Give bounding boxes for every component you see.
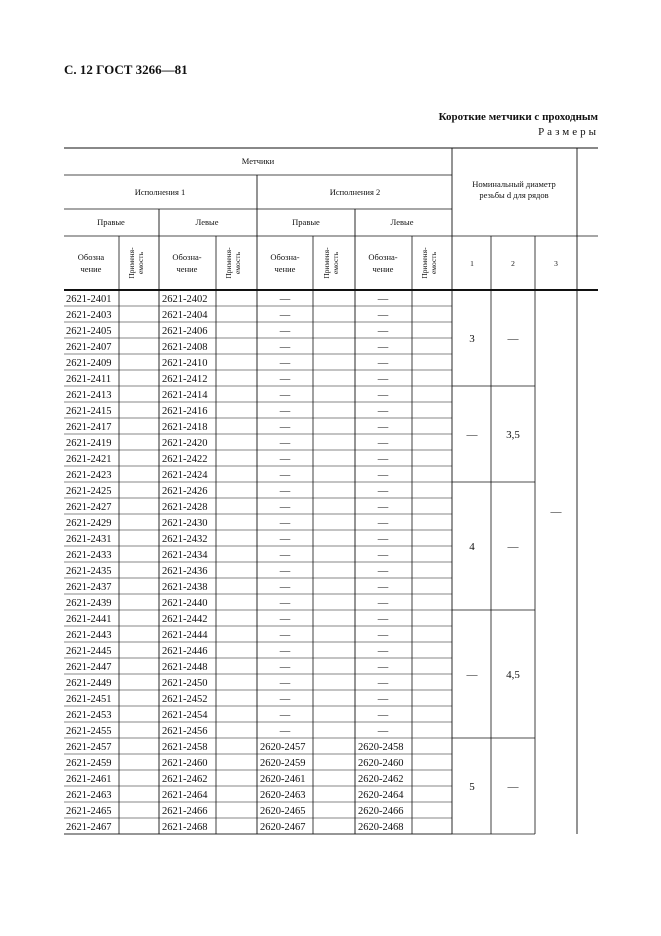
oboznachenie-cell: 2621-2423 <box>66 470 112 481</box>
oboznachenie-cell: 2620-2462 <box>358 774 404 785</box>
oboznachenie-cell: 2621-2412 <box>162 374 208 385</box>
header-primenyaemost: емость <box>331 251 340 275</box>
oboznachenie-cell: 2620-2458 <box>358 742 404 753</box>
header-primenyaemost: емость <box>136 251 145 275</box>
oboznachenie-cell: 2621-2416 <box>162 406 208 417</box>
oboznachenie-cell: 2621-2465 <box>66 806 112 817</box>
oboznachenie-cell: 2621-2414 <box>162 390 208 401</box>
dash-cell: — <box>279 646 291 657</box>
header-ispolnenie-1: Исполнения 1 <box>134 187 186 197</box>
oboznachenie-cell: 2621-2420 <box>162 438 208 449</box>
header-primenyaemost: емость <box>233 251 242 275</box>
oboznachenie-cell: 2621-2445 <box>66 646 112 657</box>
dash-cell: — <box>377 694 389 705</box>
oboznachenie-cell: 2621-2458 <box>162 742 208 753</box>
dash-cell: — <box>377 390 389 401</box>
oboznachenie-cell: 2620-2463 <box>260 790 306 801</box>
dash-cell: — <box>377 406 389 417</box>
dash-cell: — <box>377 486 389 497</box>
dash-cell: — <box>279 310 291 321</box>
oboznachenie-cell: 2621-2409 <box>66 358 112 369</box>
header-oboznachenie: Обозна- <box>270 252 300 262</box>
oboznachenie-cell: 2621-2444 <box>162 630 208 641</box>
oboznachenie-cell: 2621-2461 <box>66 774 112 785</box>
dash-cell: — <box>377 662 389 673</box>
oboznachenie-cell: 2621-2419 <box>66 438 112 449</box>
oboznachenie-cell: 2621-2450 <box>162 678 208 689</box>
oboznachenie-cell: 2621-2451 <box>66 694 112 705</box>
header-levye: Левые <box>390 217 414 227</box>
dash-cell: — <box>279 710 291 721</box>
oboznachenie-cell: 2621-2408 <box>162 342 208 353</box>
diameter-row-2: — <box>507 333 519 345</box>
dash-cell: — <box>377 646 389 657</box>
header-primenyaemost: емость <box>429 251 438 275</box>
dash-cell: — <box>279 358 291 369</box>
header-oboznachenie: Обозна- <box>172 252 202 262</box>
dash-cell: — <box>279 598 291 609</box>
dash-cell: — <box>377 326 389 337</box>
dash-cell: — <box>279 342 291 353</box>
dash-cell: — <box>279 630 291 641</box>
oboznachenie-cell: 2621-2429 <box>66 518 112 529</box>
oboznachenie-cell: 2620-2467 <box>260 822 306 833</box>
dash-cell: — <box>377 550 389 561</box>
dash-cell: — <box>279 678 291 689</box>
dash-cell: — <box>279 726 291 737</box>
oboznachenie-cell: 2621-2417 <box>66 422 112 433</box>
oboznachenie-cell: 2620-2461 <box>260 774 306 785</box>
dash-cell: — <box>377 726 389 737</box>
header-ispolnenie-2: Исполнения 2 <box>329 187 381 197</box>
oboznachenie-cell: 2621-2440 <box>162 598 208 609</box>
header-primenyaemost: Применя- <box>127 247 136 279</box>
header-oboznachenie: Обозна- <box>368 252 398 262</box>
oboznachenie-cell: 2621-2428 <box>162 502 208 513</box>
oboznachenie-cell: 2621-2449 <box>66 678 112 689</box>
oboznachenie-cell: 2621-2415 <box>66 406 112 417</box>
oboznachenie-cell: 2621-2463 <box>66 790 112 801</box>
oboznachenie-cell: 2621-2425 <box>66 486 112 497</box>
header-oboznachenie: Обозна <box>77 252 105 262</box>
header-row-1: 1 <box>470 259 474 268</box>
dash-cell: — <box>279 534 291 545</box>
oboznachenie-cell: 2620-2468 <box>358 822 404 833</box>
dash-cell: — <box>377 294 389 305</box>
oboznachenie-cell: 2621-2448 <box>162 662 208 673</box>
oboznachenie-cell: 2620-2460 <box>358 758 404 769</box>
dash-cell: — <box>279 518 291 529</box>
oboznachenie-cell: 2621-2443 <box>66 630 112 641</box>
dash-cell: — <box>279 294 291 305</box>
oboznachenie-cell: 2621-2404 <box>162 310 208 321</box>
dash-cell: — <box>279 406 291 417</box>
oboznachenie-cell: 2621-2453 <box>66 710 112 721</box>
oboznachenie-cell: 2621-2460 <box>162 758 208 769</box>
dash-cell: — <box>377 518 389 529</box>
header-pravye: Правые <box>97 217 125 227</box>
header-row-3: 3 <box>554 259 558 268</box>
diameter-row-1: — <box>466 429 478 441</box>
dash-cell: — <box>377 598 389 609</box>
oboznachenie-cell: 2621-2413 <box>66 390 112 401</box>
dash-cell: — <box>377 358 389 369</box>
dash-cell: — <box>377 502 389 513</box>
dash-cell: — <box>377 534 389 545</box>
oboznachenie-cell: 2621-2454 <box>162 710 208 721</box>
dash-cell: — <box>377 438 389 449</box>
dash-cell: — <box>279 438 291 449</box>
oboznachenie-cell: 2621-2424 <box>162 470 208 481</box>
dash-cell: — <box>377 374 389 385</box>
table-subtitle: Размеры <box>538 126 599 138</box>
diameter-row-2: 3,5 <box>506 429 520 441</box>
dash-cell: — <box>279 486 291 497</box>
oboznachenie-cell: 2621-2431 <box>66 534 112 545</box>
oboznachenie-cell: 2621-2421 <box>66 454 112 465</box>
oboznachenie-cell: 2620-2465 <box>260 806 306 817</box>
oboznachenie-cell: 2621-2437 <box>66 582 112 593</box>
oboznachenie-cell: 2620-2466 <box>358 806 404 817</box>
oboznachenie-cell: 2621-2435 <box>66 566 112 577</box>
table-title: Короткие метчики с проходным <box>438 111 598 123</box>
header-levye: Левые <box>195 217 219 227</box>
oboznachenie-cell: 2621-2407 <box>66 342 112 353</box>
oboznachenie-cell: 2621-2426 <box>162 486 208 497</box>
oboznachenie-cell: 2621-2439 <box>66 598 112 609</box>
diameter-row-3: — <box>550 506 562 518</box>
oboznachenie-cell: 2621-2441 <box>66 614 112 625</box>
header-nominal: Номинальный диаметр <box>472 179 556 189</box>
oboznachenie-cell: 2621-2401 <box>66 294 112 305</box>
header-oboznachenie: чение <box>274 264 296 274</box>
header-oboznachenie: чение <box>80 264 102 274</box>
diameter-row-1: 4 <box>469 541 475 553</box>
diameter-row-2: 4,5 <box>506 669 520 681</box>
oboznachenie-cell: 2621-2418 <box>162 422 208 433</box>
oboznachenie-cell: 2620-2457 <box>260 742 306 753</box>
header-oboznachenie: чение <box>176 264 198 274</box>
oboznachenie-cell: 2621-2466 <box>162 806 208 817</box>
oboznachenie-cell: 2621-2406 <box>162 326 208 337</box>
header-primenyaemost: Применя- <box>322 247 331 279</box>
dash-cell: — <box>279 326 291 337</box>
oboznachenie-cell: 2621-2462 <box>162 774 208 785</box>
dash-cell: — <box>377 582 389 593</box>
dash-cell: — <box>377 614 389 625</box>
oboznachenie-cell: 2621-2468 <box>162 822 208 833</box>
oboznachenie-cell: 2621-2442 <box>162 614 208 625</box>
oboznachenie-cell: 2621-2455 <box>66 726 112 737</box>
oboznachenie-cell: 2621-2422 <box>162 454 208 465</box>
oboznachenie-cell: 2621-2403 <box>66 310 112 321</box>
oboznachenie-cell: 2621-2464 <box>162 790 208 801</box>
oboznachenie-cell: 2620-2464 <box>358 790 404 801</box>
oboznachenie-cell: 2621-2459 <box>66 758 112 769</box>
dash-cell: — <box>279 390 291 401</box>
dash-cell: — <box>377 454 389 465</box>
page-header: С. 12 ГОСТ 3266—81 <box>64 62 188 77</box>
dash-cell: — <box>279 374 291 385</box>
header-metchiki: Метчики <box>241 156 275 166</box>
oboznachenie-cell: 2621-2436 <box>162 566 208 577</box>
dash-cell: — <box>377 630 389 641</box>
oboznachenie-cell: 2621-2433 <box>66 550 112 561</box>
diameter-row-2: — <box>507 781 519 793</box>
oboznachenie-cell: 2621-2457 <box>66 742 112 753</box>
oboznachenie-cell: 2621-2456 <box>162 726 208 737</box>
header-pravye: Правые <box>292 217 320 227</box>
oboznachenie-cell: 2621-2467 <box>66 822 112 833</box>
dash-cell: — <box>279 662 291 673</box>
oboznachenie-cell: 2621-2432 <box>162 534 208 545</box>
header-oboznachenie: чение <box>372 264 394 274</box>
oboznachenie-cell: 2621-2402 <box>162 294 208 305</box>
dash-cell: — <box>377 566 389 577</box>
oboznachenie-cell: 2621-2434 <box>162 550 208 561</box>
diameter-row-2: — <box>507 541 519 553</box>
dash-cell: — <box>279 422 291 433</box>
oboznachenie-cell: 2621-2430 <box>162 518 208 529</box>
header-primenyaemost: Применя- <box>420 247 429 279</box>
oboznachenie-cell: 2621-2446 <box>162 646 208 657</box>
dash-cell: — <box>279 550 291 561</box>
dash-cell: — <box>377 310 389 321</box>
dash-cell: — <box>279 694 291 705</box>
dash-cell: — <box>279 454 291 465</box>
oboznachenie-cell: 2620-2459 <box>260 758 306 769</box>
oboznachenie-cell: 2621-2411 <box>66 374 112 385</box>
dash-cell: — <box>377 678 389 689</box>
dash-cell: — <box>377 422 389 433</box>
dash-cell: — <box>279 566 291 577</box>
oboznachenie-cell: 2621-2410 <box>162 358 208 369</box>
header-row-2: 2 <box>511 259 515 268</box>
dash-cell: — <box>279 470 291 481</box>
dash-cell: — <box>279 502 291 513</box>
diameter-row-1: 3 <box>469 333 475 345</box>
oboznachenie-cell: 2621-2405 <box>66 326 112 337</box>
dash-cell: — <box>279 582 291 593</box>
oboznachenie-cell: 2621-2438 <box>162 582 208 593</box>
header-primenyaemost: Применя- <box>224 247 233 279</box>
oboznachenie-cell: 2621-2447 <box>66 662 112 673</box>
oboznachenie-cell: 2621-2452 <box>162 694 208 705</box>
diameter-row-1: 5 <box>469 781 475 793</box>
oboznachenie-cell: 2621-2427 <box>66 502 112 513</box>
dash-cell: — <box>377 470 389 481</box>
dash-cell: — <box>377 342 389 353</box>
dash-cell: — <box>279 614 291 625</box>
diameter-row-1: — <box>466 669 478 681</box>
dash-cell: — <box>377 710 389 721</box>
header-nominal: резьбы d для рядов <box>479 190 549 200</box>
